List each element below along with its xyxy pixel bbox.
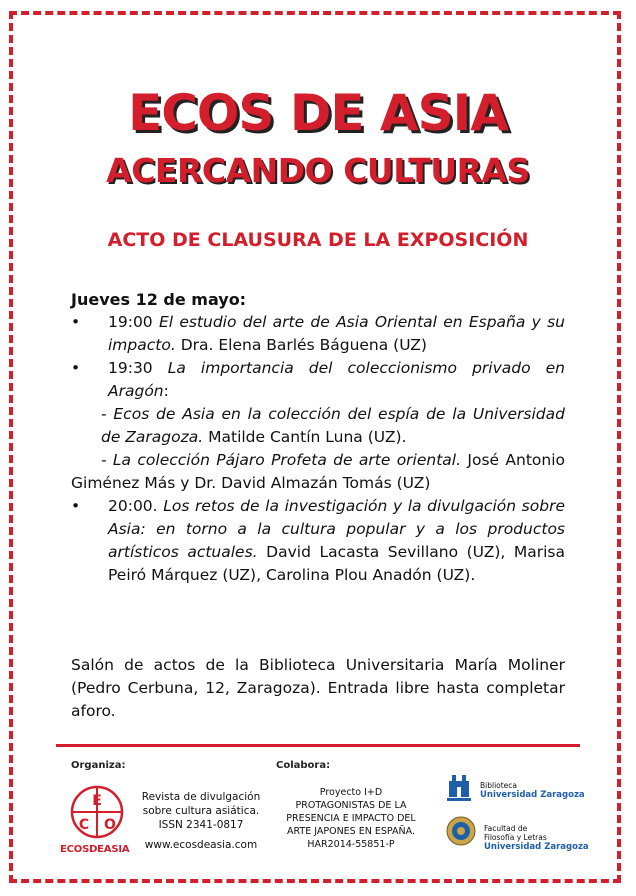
- item-tail: :: [163, 382, 169, 400]
- magazine-info: [136, 790, 266, 832]
- organiza-label: Organiza:: [71, 760, 126, 771]
- sub-item: [71, 403, 565, 449]
- sub-item: [71, 449, 565, 495]
- project-info: [276, 786, 426, 851]
- library-line: Biblioteca: [480, 781, 518, 790]
- faculty-label: [484, 824, 589, 852]
- library-university: Universidad Zaragoza: [480, 790, 585, 800]
- sub-item-speaker: Matilde Cantín Luna (UZ).: [208, 428, 407, 446]
- program: [71, 288, 565, 587]
- project-line: Proyecto I+D: [319, 787, 383, 798]
- logo-letter: O: [104, 817, 116, 833]
- poster-subtitle: ACERCANDO CULTURAS: [106, 151, 530, 190]
- program-date: Jueves 12 de mayo:: [71, 290, 247, 309]
- sub-item-title: - Ecos de Asia en la colección del espía de la Universidad de Zaragoza.: [101, 405, 565, 446]
- library-label: [480, 781, 585, 800]
- item-title: La importancia del coleccionismo privado en Aragón: [108, 359, 565, 400]
- magazine-line: Revista de divulgación: [141, 791, 261, 803]
- poster-title: ECOS DE ASIA: [128, 84, 508, 142]
- item-title: El estudio del arte de Asia Oriental en España y su impacto.: [108, 313, 565, 354]
- item-time: 20:00.: [108, 497, 158, 515]
- faculty-line: Facultad de: [484, 824, 528, 833]
- footer-divider: [56, 744, 580, 747]
- project-line: PRESENCIA E IMPACTO DEL: [286, 813, 416, 824]
- project-line: HAR2014-55851-P: [307, 839, 395, 850]
- bullet-icon: •: [71, 313, 81, 331]
- project-line: ARTE JAPONES EN ESPAÑA.: [287, 826, 415, 837]
- project-line: PROTAGONISTAS DE LA: [295, 800, 407, 811]
- item-speaker: Dra. Elena Barlés Báguena (UZ): [180, 336, 427, 354]
- faculty-seal-icon: [446, 816, 476, 846]
- colabora-label: Colabora:: [276, 760, 331, 771]
- event-title: ACTO DE CLAUSURA DE LA EXPOSICIÓN: [107, 229, 529, 251]
- bullet-icon: •: [71, 359, 81, 377]
- item-speaker: David Lacasta Sevillano (UZ), Marisa Peiró Márquez (UZ), Carolina Plou Anadón (UZ).: [108, 543, 565, 584]
- logo-letter: E: [92, 793, 102, 809]
- program-item: [71, 357, 565, 403]
- logo-letter: C: [78, 817, 90, 833]
- item-time: 19:30: [108, 359, 153, 377]
- faculty-line: Filosofía y Letras: [484, 833, 547, 842]
- item-title: Los retos de la investigación y la divulgación sobre Asia: en torno a la cultura popular y a los productos artísticos actuales.: [108, 497, 565, 561]
- bullet-icon: •: [71, 497, 81, 515]
- magazine-line: ISSN 2341-0817: [158, 819, 244, 831]
- ecos-de-asia-logo-icon: [70, 785, 124, 839]
- faculty-university: Universidad Zaragoza: [484, 842, 589, 852]
- logo-name: ECOSDEASIA: [60, 844, 130, 855]
- program-item: [71, 311, 565, 357]
- venue-info: Salón de actos de la Biblioteca Universitaria María Moliner (Pedro Cerbuna, 12, Zaragoza). Entrada libre hasta completar aforo.: [71, 656, 565, 720]
- magazine-line: sobre cultura asiática.: [142, 805, 260, 817]
- sub-item-title: - La colección Pájaro Profeta de arte oriental.: [101, 451, 462, 469]
- sub-item-speaker: José Antonio Giménez Más y Dr. David Almazán Tomás (UZ): [71, 451, 565, 492]
- library-emblem-icon: [446, 773, 472, 803]
- item-time: 19:00: [108, 313, 153, 331]
- website-link[interactable]: www.ecosdeasia.com: [144, 839, 258, 851]
- program-item: [71, 495, 565, 587]
